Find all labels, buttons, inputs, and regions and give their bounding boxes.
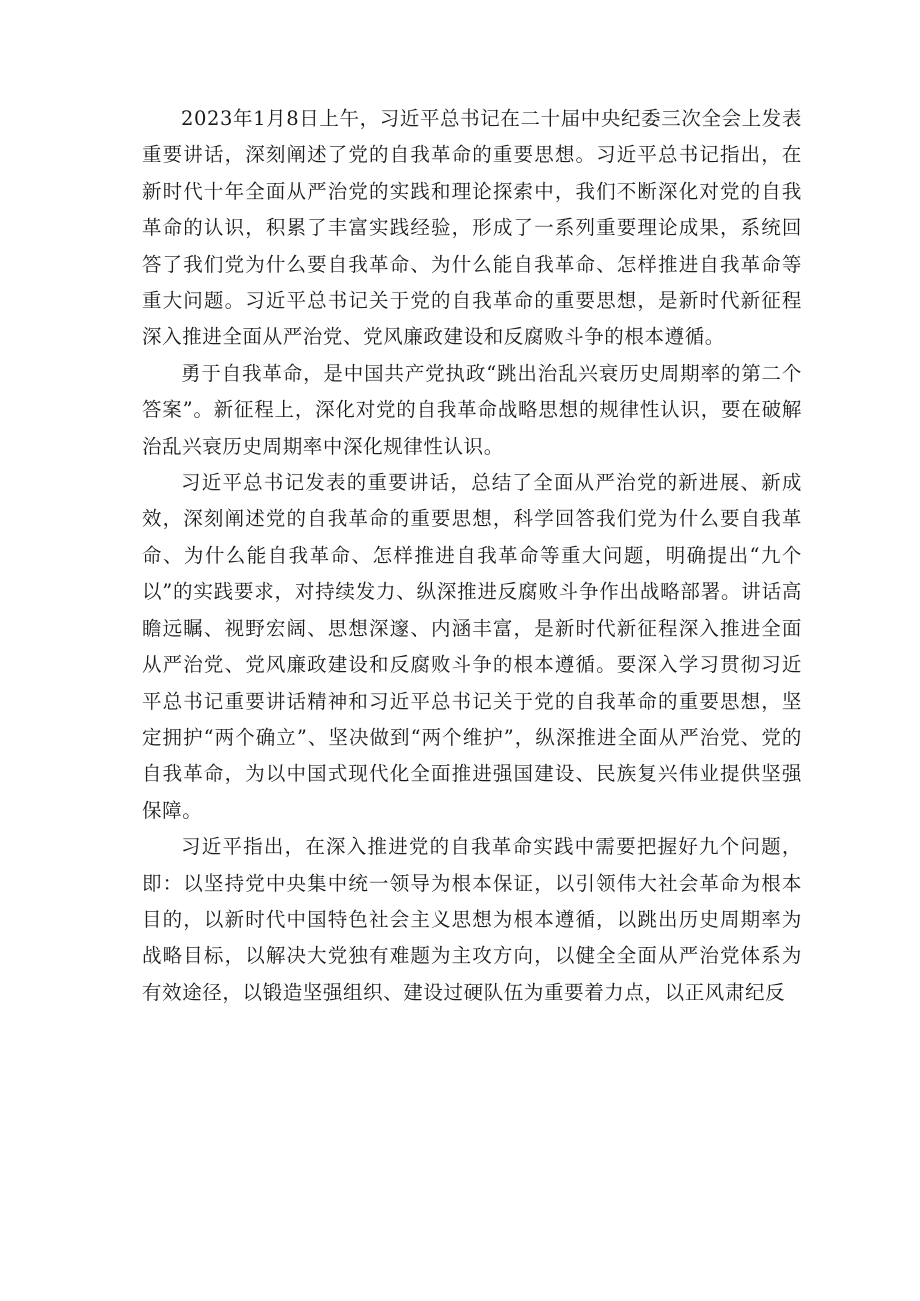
- paragraph-4: 习近平指出，在深入推进党的自我革命实践中需要把握好九个问题，即：以坚持党中央集中统一领导为根本保证，以引领伟大社会革命为根本目的，以新时代中国特色社会主义思想为根本遵循，以跳出历史周期率为战略目标，以解决大党独有难题为主攻方向，以健全全面从严治党体系为有效途径，以锻造坚强组织、建设过硬队伍为重要着力点，以正风肃纪反: [142, 835, 802, 1004]
- paragraph-1: 2023年1月8日上午，习近平总书记在二十届中央纪委三次全会上发表重要讲话，深刻阐述了党的自我革命的重要思想。习近平总书记指出，在新时代十年全面从严治党的实践和理论探索中，我们不断深化对党的自我革命的认识，积累了丰富实践经验，形成了一系列重要理论成果，系统回答了我们党为什么要自我革命、为什么能自我革命、怎样推进自我革命等重大问题。习近平总书记关于党的自我革命的重要思想，是新时代新征程深入推进全面从严治党、党风廉政建设和反腐败斗争的根本遵循。: [142, 107, 802, 349]
- document-page: [142, 101, 802, 1011]
- paragraph-2: 勇于自我革命，是中国共产党执政“跳出治乱兴衰历史周期率的第二个答案”。新征程上，深化对党的自我革命战略思想的规律性认识，要在破解治乱兴衰历史周期率中深化规律性认识。: [142, 361, 802, 458]
- paragraph-3: 习近平总书记发表的重要讲话，总结了全面从严治党的新进展、新成效，深刻阐述党的自我革命的重要思想，科学回答我们党为什么要自我革命、为什么能自我革命、怎样推进自我革命等重大问题，明确提出“九个以”的实践要求，对持续发力、纵深推进反腐败斗争作出战略部署。讲话高瞻远瞩、视野宏阔、思想深邃、内涵丰富，是新时代新征程深入推进全面从严治党、党风廉政建设和反腐败斗争的根本遵循。要深入学习贯彻习近平总书记重要讲话精神和习近平总书记关于党的自我革命的重要思想，坚定拥护“两个确立”、坚决做到“两个维护”，纵深推进全面从严治党、党的自我革命，为以中国式现代化全面推进强国建设、民族复兴伟业提供坚强保障。: [142, 471, 802, 822]
